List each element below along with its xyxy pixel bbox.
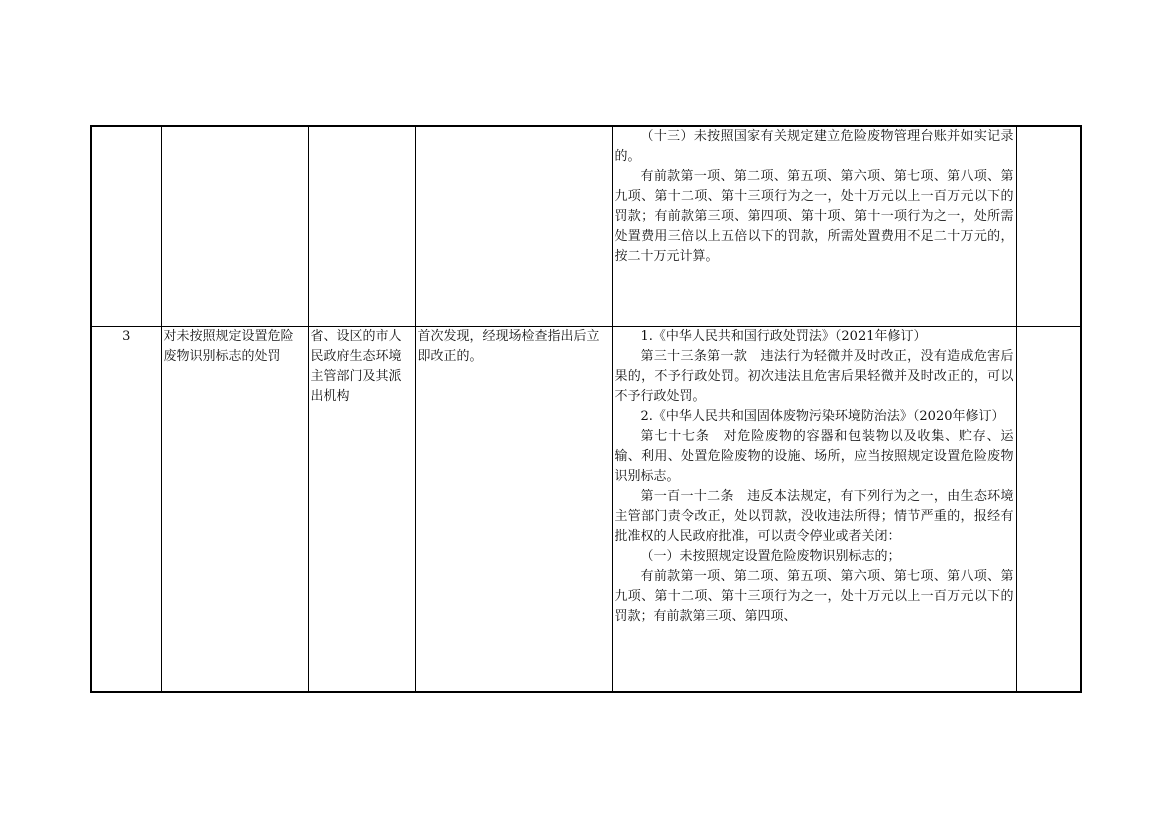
- legal-basis-cell: [612, 126, 1016, 326]
- table-row: [91, 126, 1081, 326]
- basis-paragraph: （一）未按照规定设置危险废物识别标志的；: [640, 548, 901, 564]
- basis-paragraph: 有前款第一项、第二项、第五项、第六项、第七项、第八项、第九项、第十二项、第十三项行为之一，处十万元以上一百万元以下的罚款；有前款第三项、第四项、: [614, 568, 1014, 624]
- row-number-cell: 3: [91, 326, 161, 692]
- condition-cell: [415, 126, 612, 326]
- basis-paragraph: 1.《中华人民共和国行政处罚法》（2021年修订）: [640, 328, 927, 344]
- row-number-cell: [91, 126, 161, 326]
- legal-basis-cell: [612, 326, 1016, 692]
- penalty-table: [90, 125, 1082, 693]
- item-cell: 对未按照规定设置危险废物识别标志的处罚: [161, 326, 308, 692]
- item-cell: [161, 126, 308, 326]
- basis-paragraph: 第七十七条 对危险废物的容器和包装物以及收集、贮存、运输、利用、处置危险废物的设施、场所，应当按照规定设置危险废物识别标志。: [614, 428, 1014, 484]
- basis-paragraph: （十三）未按照国家有关规定建立危险废物管理台账并如实记录的。: [614, 129, 1014, 164]
- authority-cell: 省、设区的市人民政府生态环境主管部门及其派出机构: [308, 326, 415, 692]
- basis-paragraph: 有前款第一项、第二项、第五项、第六项、第七项、第八项、第九项、第十二项、第十三项行为之一，处十万元以上一百万元以下的罚款；有前款第三项、第四项、第十项、第十一项行为之一，处所需处置费用三倍以上五倍以下的罚款，所需处置费用不足二十万元的，按二十万元计算。: [614, 169, 1014, 264]
- basis-paragraph: 第一百一十二条 违反本法规定，有下列行为之一，由生态环境主管部门责令改正，处以罚款，没收违法所得；情节严重的，报经有批准权的人民政府批准，可以责令停业或者关闭：: [614, 488, 1014, 544]
- basis-paragraph: 2.《中华人民共和国固体废物污染环境防治法》（2020年修订）: [640, 408, 1005, 424]
- condition-cell: 首次发现，经现场检查指出后立即改正的。: [415, 326, 612, 692]
- basis-paragraph: 第三十三条第一款 违法行为轻微并及时改正，没有造成危害后果的，不予行政处罚。初次违法且危害后果轻微并及时改正的，可以不予行政处罚。: [614, 348, 1014, 404]
- authority-cell: [308, 126, 415, 326]
- note-cell: [1016, 126, 1081, 326]
- table-row: [91, 326, 1081, 692]
- note-cell: [1016, 326, 1081, 692]
